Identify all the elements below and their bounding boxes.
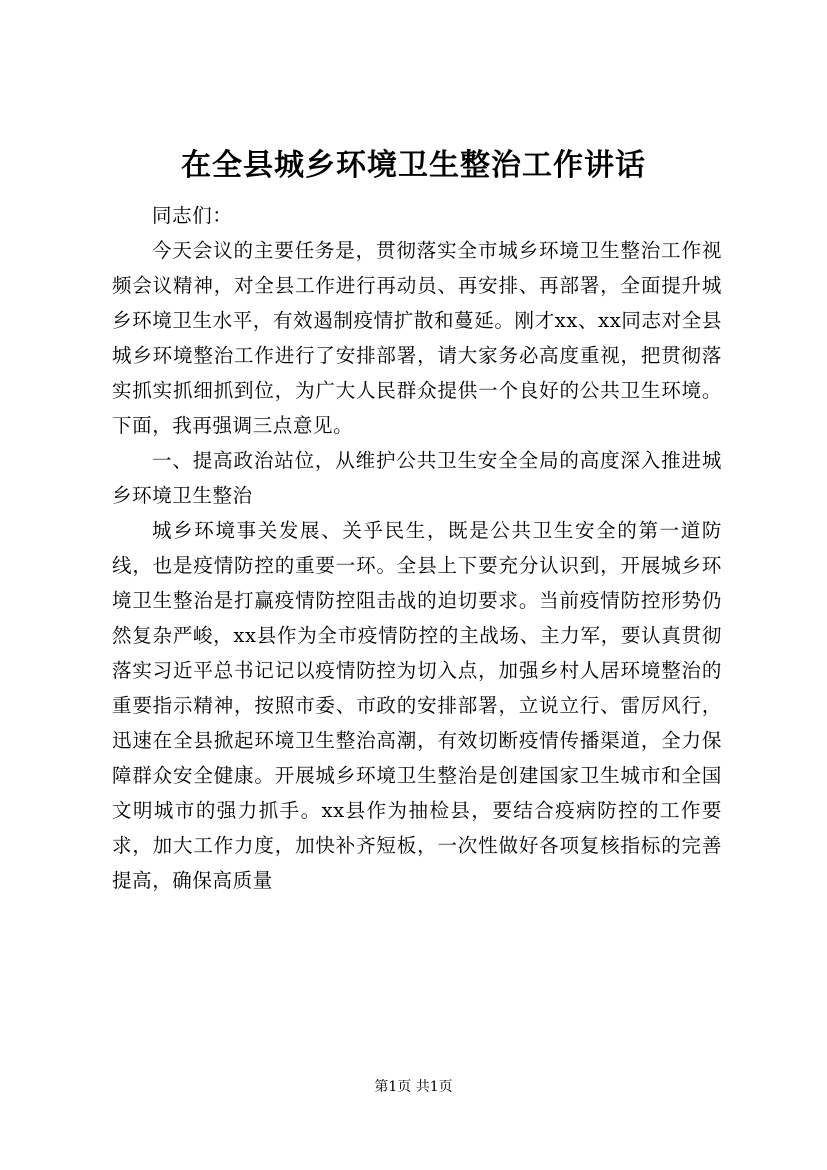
page-footer: 第1页 共1页 <box>374 1079 453 1095</box>
document-title: 在全县城乡环境卫生整治工作讲话 <box>181 148 646 183</box>
document-body <box>112 198 722 898</box>
salutation: 同志们： <box>152 204 233 227</box>
section-heading-1: 一、提高政治站位，从维护公共卫生安全全局的高度深入推进城乡环境卫生整治 <box>112 449 722 507</box>
paragraph-intro: 今天会议的主要任务是，贯彻落实全市城乡环境卫生整治工作视频会议精神，对全县工作进行再动员、再安排、再部署，全面提升城乡环境卫生水平，有效遏制疫情扩散和蔓延。刚才xx、xx同志对全县城乡环境整治工作进行了安排部署，请大家务必高度重视，把贯彻落实抓实抓细抓到位，为广大人民群众提供一个良好的公共卫生环境。下面，我再强调三点意见。 <box>112 239 722 437</box>
paragraph-section-1: 城乡环境事关发展、关乎民生，既是公共卫生安全的第一道防线，也是疫情防控的重要一环。全县上下要充分认识到，开展城乡环境卫生整治是打赢疫情防控阻击战的迫切要求。当前疫情防控形势仍然复杂严峻，xx县作为全市疫情防控的主战场、主力军，要认真贯彻落实习近平总书记记以疫情防控为切入点，加强乡村人居环境整治的重要指示精神，按照市委、市政的安排部署，立说立行、雷厉风行，迅速在全县掀起环境卫生整治高潮，有效切断疫情传播渠道，全力保障群众安全健康。开展城乡环境卫生整治是创建国家卫生城市和全国文明城市的强力抓手。xx县作为抽检县，要结合疫病防控的工作要求，加大工作力度，加快补齐短板，一次性做好各项复核指标的完善提高，确保高质量 <box>112 519 722 892</box>
